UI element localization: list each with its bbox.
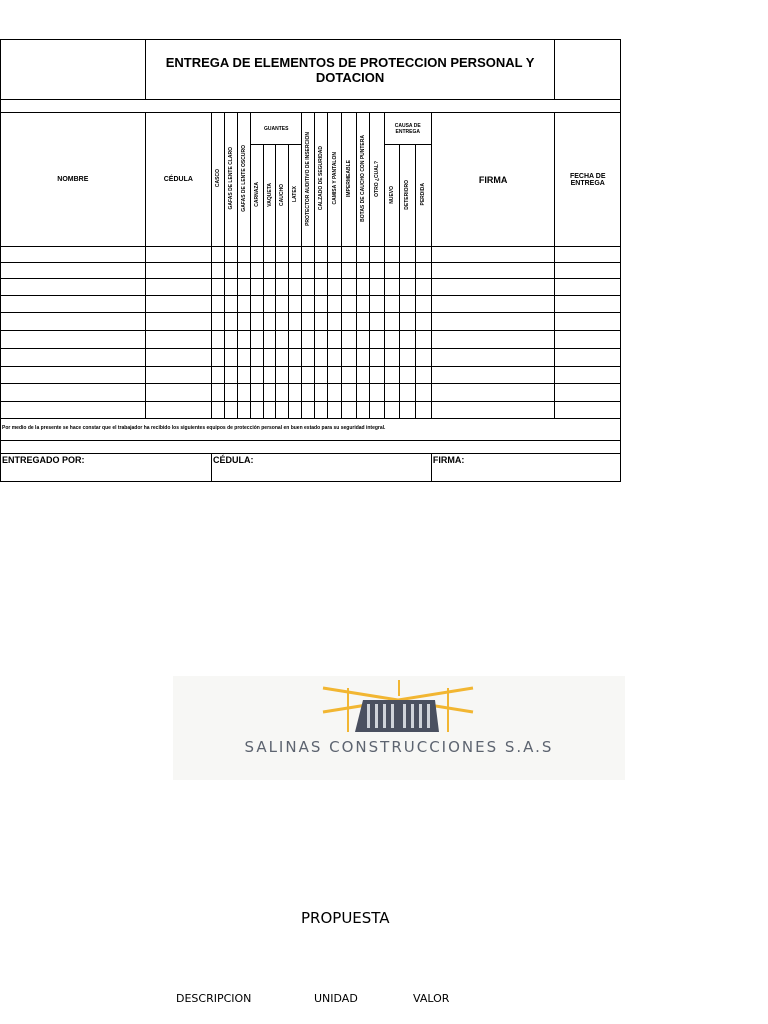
table-cell[interactable] bbox=[315, 402, 328, 419]
table-cell[interactable] bbox=[342, 263, 356, 279]
footer-cedula: CÉDULA: bbox=[211, 454, 431, 482]
table-row bbox=[1, 279, 621, 296]
table-cell[interactable] bbox=[315, 331, 328, 349]
table-cell[interactable] bbox=[328, 313, 342, 331]
table-cell[interactable] bbox=[384, 279, 399, 296]
col-carnaza: CARNAZA bbox=[254, 182, 261, 207]
table-cell[interactable] bbox=[328, 402, 342, 419]
table-cell[interactable] bbox=[399, 313, 415, 331]
table-cell[interactable] bbox=[225, 247, 238, 263]
table-cell[interactable] bbox=[369, 402, 384, 419]
building-crane-icon bbox=[173, 676, 625, 736]
table-cell[interactable] bbox=[1, 331, 146, 349]
table-cell[interactable] bbox=[415, 247, 431, 263]
table-cell[interactable] bbox=[225, 263, 238, 279]
col-perdida: PERDIDA bbox=[420, 183, 427, 206]
table-cell[interactable] bbox=[342, 296, 356, 313]
table-cell[interactable] bbox=[225, 367, 238, 384]
table-cell[interactable] bbox=[431, 367, 555, 384]
table-cell[interactable] bbox=[302, 349, 315, 367]
table-cell[interactable] bbox=[431, 247, 555, 263]
table-cell[interactable] bbox=[211, 279, 224, 296]
table-cell[interactable] bbox=[251, 402, 264, 419]
table-cell[interactable] bbox=[315, 279, 328, 296]
table-cell[interactable] bbox=[555, 296, 621, 313]
table-cell[interactable] bbox=[1, 296, 146, 313]
table-cell[interactable] bbox=[211, 331, 224, 349]
table-cell[interactable] bbox=[145, 331, 211, 349]
table-cell[interactable] bbox=[328, 331, 342, 349]
table-cell[interactable] bbox=[369, 313, 384, 331]
table-cell[interactable] bbox=[415, 402, 431, 419]
col-vaqueta: VAQUETA bbox=[266, 182, 273, 207]
table-cell[interactable] bbox=[415, 331, 431, 349]
table-cell[interactable] bbox=[315, 263, 328, 279]
table-cell[interactable] bbox=[431, 331, 555, 349]
table-cell[interactable] bbox=[238, 279, 251, 296]
table-cell[interactable] bbox=[431, 279, 555, 296]
table-cell[interactable] bbox=[384, 349, 399, 367]
table-cell[interactable] bbox=[289, 279, 302, 296]
table-cell[interactable] bbox=[431, 402, 555, 419]
table-cell[interactable] bbox=[431, 313, 555, 331]
table-cell[interactable] bbox=[145, 367, 211, 384]
declaration-note: Por medio de la presente se hace constar que el trabajador ha recibido los siguientes equipos de protección personal en buen estado para su seguridad integral. bbox=[1, 419, 621, 441]
table-row bbox=[1, 402, 621, 419]
table-cell[interactable] bbox=[251, 313, 264, 331]
table-cell[interactable] bbox=[431, 263, 555, 279]
table-cell[interactable] bbox=[276, 402, 289, 419]
table-cell[interactable] bbox=[415, 263, 431, 279]
table-cell[interactable] bbox=[384, 367, 399, 384]
table-cell[interactable] bbox=[384, 263, 399, 279]
col-protector: PROTECTOR AUDITIVO DE INSERCION bbox=[305, 131, 312, 226]
table-cell[interactable] bbox=[276, 263, 289, 279]
table-cell[interactable] bbox=[328, 384, 342, 402]
table-cell[interactable] bbox=[264, 349, 276, 367]
table-cell[interactable] bbox=[225, 349, 238, 367]
table-cell[interactable] bbox=[342, 367, 356, 384]
table-cell[interactable] bbox=[342, 349, 356, 367]
col-casco: CASCO bbox=[215, 169, 221, 188]
table-cell[interactable] bbox=[384, 247, 399, 263]
form-title: ENTREGA DE ELEMENTOS DE PROTECCION PERSONAL Y DOTACION bbox=[145, 40, 555, 100]
table-cell[interactable] bbox=[238, 384, 251, 402]
table-cell[interactable] bbox=[328, 349, 342, 367]
table-cell[interactable] bbox=[369, 331, 384, 349]
table-cell[interactable] bbox=[415, 313, 431, 331]
table-cell[interactable] bbox=[356, 313, 369, 331]
table-cell[interactable] bbox=[145, 279, 211, 296]
table-cell[interactable] bbox=[238, 263, 251, 279]
table-cell[interactable] bbox=[356, 296, 369, 313]
table-cell[interactable] bbox=[1, 402, 146, 419]
table-cell[interactable] bbox=[555, 367, 621, 384]
table-cell[interactable] bbox=[264, 247, 276, 263]
table-cell[interactable] bbox=[276, 367, 289, 384]
table-cell[interactable] bbox=[399, 247, 415, 263]
table-cell[interactable] bbox=[276, 247, 289, 263]
table-row bbox=[1, 247, 621, 263]
table-cell[interactable] bbox=[369, 296, 384, 313]
table-cell[interactable] bbox=[555, 402, 621, 419]
col-calzado: CALZADO DE SEGURIDAD bbox=[318, 146, 325, 211]
col-guantes: GUANTES bbox=[251, 113, 302, 145]
table-cell[interactable] bbox=[555, 313, 621, 331]
table-cell[interactable] bbox=[238, 296, 251, 313]
proposal-col-valor: VALOR bbox=[413, 992, 450, 1005]
table-cell[interactable] bbox=[415, 296, 431, 313]
table-cell[interactable] bbox=[289, 384, 302, 402]
entry-rows bbox=[1, 247, 621, 419]
table-cell[interactable] bbox=[238, 402, 251, 419]
table-cell[interactable] bbox=[431, 384, 555, 402]
table-cell[interactable] bbox=[399, 263, 415, 279]
table-cell[interactable] bbox=[369, 279, 384, 296]
logo-cell bbox=[1, 40, 146, 100]
spacer-row-2 bbox=[1, 441, 621, 454]
table-cell[interactable] bbox=[251, 263, 264, 279]
table-cell[interactable] bbox=[399, 367, 415, 384]
table-cell[interactable] bbox=[315, 367, 328, 384]
table-cell[interactable] bbox=[238, 349, 251, 367]
table-cell[interactable] bbox=[302, 279, 315, 296]
col-fecha: FECHA DE ENTREGA bbox=[555, 113, 621, 247]
table-cell[interactable] bbox=[302, 384, 315, 402]
table-cell[interactable] bbox=[264, 263, 276, 279]
col-nuevo: NUEVO bbox=[388, 185, 395, 204]
table-cell[interactable] bbox=[384, 331, 399, 349]
spacer-row bbox=[1, 100, 621, 113]
table-cell[interactable] bbox=[356, 263, 369, 279]
table-cell[interactable] bbox=[145, 263, 211, 279]
table-cell[interactable] bbox=[342, 247, 356, 263]
table-cell[interactable] bbox=[328, 263, 342, 279]
table-cell[interactable] bbox=[251, 331, 264, 349]
table-cell[interactable] bbox=[225, 296, 238, 313]
col-botas: BOTAS DE CAUCHO CON PUNTERA bbox=[359, 135, 366, 222]
table-cell[interactable] bbox=[555, 263, 621, 279]
table-cell[interactable] bbox=[342, 313, 356, 331]
table-cell[interactable] bbox=[211, 367, 224, 384]
proposal-col-unidad: UNIDAD bbox=[314, 992, 358, 1005]
table-cell[interactable] bbox=[369, 367, 384, 384]
table-cell[interactable] bbox=[145, 247, 211, 263]
table-cell[interactable] bbox=[211, 247, 224, 263]
table-cell[interactable] bbox=[555, 279, 621, 296]
table-cell[interactable] bbox=[211, 296, 224, 313]
table-cell[interactable] bbox=[251, 296, 264, 313]
table-cell[interactable] bbox=[251, 349, 264, 367]
table-cell[interactable] bbox=[276, 279, 289, 296]
table-row bbox=[1, 367, 621, 384]
proposal-col-descripcion: DESCRIPCION bbox=[176, 992, 252, 1005]
table-cell[interactable] bbox=[302, 367, 315, 384]
company-logo bbox=[173, 676, 625, 780]
table-cell[interactable] bbox=[276, 313, 289, 331]
col-gafas-claro: GAFAS DE LENTE CLARO bbox=[228, 147, 235, 210]
table-cell[interactable] bbox=[264, 296, 276, 313]
table-cell[interactable] bbox=[399, 331, 415, 349]
code-cell bbox=[555, 40, 621, 100]
table-cell[interactable] bbox=[384, 402, 399, 419]
table-cell[interactable] bbox=[555, 384, 621, 402]
table-cell[interactable] bbox=[1, 263, 146, 279]
table-cell[interactable] bbox=[342, 279, 356, 296]
table-cell[interactable] bbox=[289, 331, 302, 349]
table-cell[interactable] bbox=[555, 349, 621, 367]
col-impermeable: IMPERMEABLE bbox=[346, 160, 352, 197]
table-cell[interactable] bbox=[145, 384, 211, 402]
table-cell[interactable] bbox=[302, 296, 315, 313]
table-cell[interactable] bbox=[302, 313, 315, 331]
table-cell[interactable] bbox=[211, 313, 224, 331]
table-row bbox=[1, 384, 621, 402]
table-cell[interactable] bbox=[289, 402, 302, 419]
table-cell[interactable] bbox=[276, 296, 289, 313]
table-cell[interactable] bbox=[264, 279, 276, 296]
table-cell[interactable] bbox=[1, 349, 146, 367]
table-cell[interactable] bbox=[289, 247, 302, 263]
table-cell[interactable] bbox=[315, 384, 328, 402]
table-cell[interactable] bbox=[264, 331, 276, 349]
table-cell[interactable] bbox=[342, 331, 356, 349]
table-cell[interactable] bbox=[415, 349, 431, 367]
table-cell[interactable] bbox=[238, 313, 251, 331]
table-cell[interactable] bbox=[251, 367, 264, 384]
table-cell[interactable] bbox=[145, 349, 211, 367]
col-gafas-oscuro: GAFAS DE LENTE OSCURO bbox=[241, 145, 248, 212]
proposal-title: PROPUESTA bbox=[301, 909, 390, 927]
table-cell[interactable] bbox=[369, 263, 384, 279]
table-row bbox=[1, 331, 621, 349]
table-cell[interactable] bbox=[399, 402, 415, 419]
col-causa: CAUSA DE ENTREGA bbox=[384, 113, 431, 145]
table-cell[interactable] bbox=[356, 384, 369, 402]
table-cell[interactable] bbox=[342, 402, 356, 419]
table-cell[interactable] bbox=[289, 296, 302, 313]
table-cell[interactable] bbox=[328, 296, 342, 313]
footer-entregado: ENTREGADO POR: bbox=[1, 454, 212, 482]
table-cell[interactable] bbox=[211, 263, 224, 279]
table-cell[interactable] bbox=[1, 367, 146, 384]
table-cell[interactable] bbox=[384, 313, 399, 331]
table-cell[interactable] bbox=[315, 313, 328, 331]
table-cell[interactable] bbox=[415, 279, 431, 296]
table-cell[interactable] bbox=[238, 367, 251, 384]
table-cell[interactable] bbox=[289, 313, 302, 331]
table-cell[interactable] bbox=[251, 279, 264, 296]
table-cell[interactable] bbox=[289, 367, 302, 384]
table-cell[interactable] bbox=[145, 296, 211, 313]
table-cell[interactable] bbox=[328, 247, 342, 263]
table-cell[interactable] bbox=[225, 384, 238, 402]
table-cell[interactable] bbox=[328, 367, 342, 384]
table-cell[interactable] bbox=[264, 367, 276, 384]
table-cell[interactable] bbox=[302, 263, 315, 279]
table-cell[interactable] bbox=[315, 296, 328, 313]
table-cell[interactable] bbox=[431, 349, 555, 367]
table-cell[interactable] bbox=[276, 349, 289, 367]
table-cell[interactable] bbox=[225, 313, 238, 331]
col-otro: OTRO ¿CUAL? bbox=[373, 160, 380, 197]
table-cell[interactable] bbox=[369, 247, 384, 263]
col-firma: FIRMA bbox=[431, 113, 555, 247]
table-cell[interactable] bbox=[302, 247, 315, 263]
table-cell[interactable] bbox=[399, 279, 415, 296]
table-cell[interactable] bbox=[1, 313, 146, 331]
table-cell[interactable] bbox=[264, 384, 276, 402]
table-cell[interactable] bbox=[211, 402, 224, 419]
table-row bbox=[1, 296, 621, 313]
table-cell[interactable] bbox=[225, 279, 238, 296]
table-cell[interactable] bbox=[415, 367, 431, 384]
table-cell[interactable] bbox=[415, 384, 431, 402]
table-cell[interactable] bbox=[356, 331, 369, 349]
table-cell[interactable] bbox=[264, 313, 276, 331]
col-nombre: NOMBRE bbox=[1, 113, 146, 247]
table-cell[interactable] bbox=[399, 296, 415, 313]
table-cell[interactable] bbox=[302, 331, 315, 349]
table-cell[interactable] bbox=[315, 247, 328, 263]
col-deterioro: DETERIORO bbox=[404, 179, 411, 210]
table-cell[interactable] bbox=[328, 279, 342, 296]
table-cell[interactable] bbox=[384, 296, 399, 313]
table-cell[interactable] bbox=[356, 279, 369, 296]
table-cell[interactable] bbox=[356, 402, 369, 419]
table-cell[interactable] bbox=[431, 296, 555, 313]
table-cell[interactable] bbox=[302, 402, 315, 419]
footer-firma: FIRMA: bbox=[431, 454, 620, 482]
table-cell[interactable] bbox=[251, 384, 264, 402]
table-cell[interactable] bbox=[276, 331, 289, 349]
table-cell[interactable] bbox=[145, 313, 211, 331]
table-cell[interactable] bbox=[238, 247, 251, 263]
table-row bbox=[1, 313, 621, 331]
col-latex: LATEX bbox=[292, 186, 299, 203]
table-cell[interactable] bbox=[276, 384, 289, 402]
table-cell[interactable] bbox=[369, 349, 384, 367]
table-cell[interactable] bbox=[264, 402, 276, 419]
table-cell[interactable] bbox=[225, 331, 238, 349]
table-cell[interactable] bbox=[289, 349, 302, 367]
table-cell[interactable] bbox=[399, 349, 415, 367]
table-cell[interactable] bbox=[356, 349, 369, 367]
table-cell[interactable] bbox=[238, 331, 251, 349]
col-caucho: CAUCHO bbox=[279, 183, 286, 206]
table-cell[interactable] bbox=[1, 384, 146, 402]
table-row bbox=[1, 349, 621, 367]
table-cell[interactable] bbox=[369, 384, 384, 402]
table-cell[interactable] bbox=[251, 247, 264, 263]
company-name: SALINAS CONSTRUCCIONES S.A.S bbox=[244, 738, 554, 756]
table-cell[interactable] bbox=[315, 349, 328, 367]
table-cell[interactable] bbox=[145, 402, 211, 419]
table-cell[interactable] bbox=[555, 247, 621, 263]
ppe-delivery-form bbox=[0, 39, 621, 482]
table-cell[interactable] bbox=[384, 384, 399, 402]
table-cell[interactable] bbox=[342, 384, 356, 402]
table-cell[interactable] bbox=[1, 279, 146, 296]
col-camisa: CAMISA Y PANTALON bbox=[331, 152, 338, 205]
table-cell[interactable] bbox=[356, 247, 369, 263]
table-cell[interactable] bbox=[1, 247, 146, 263]
table-cell[interactable] bbox=[399, 384, 415, 402]
table-cell[interactable] bbox=[211, 384, 224, 402]
col-cedula: CÉDULA bbox=[145, 113, 211, 247]
table-cell[interactable] bbox=[225, 402, 238, 419]
table-cell[interactable] bbox=[356, 367, 369, 384]
table-cell[interactable] bbox=[211, 349, 224, 367]
table-row bbox=[1, 263, 621, 279]
table-cell[interactable] bbox=[289, 263, 302, 279]
table-cell[interactable] bbox=[555, 331, 621, 349]
